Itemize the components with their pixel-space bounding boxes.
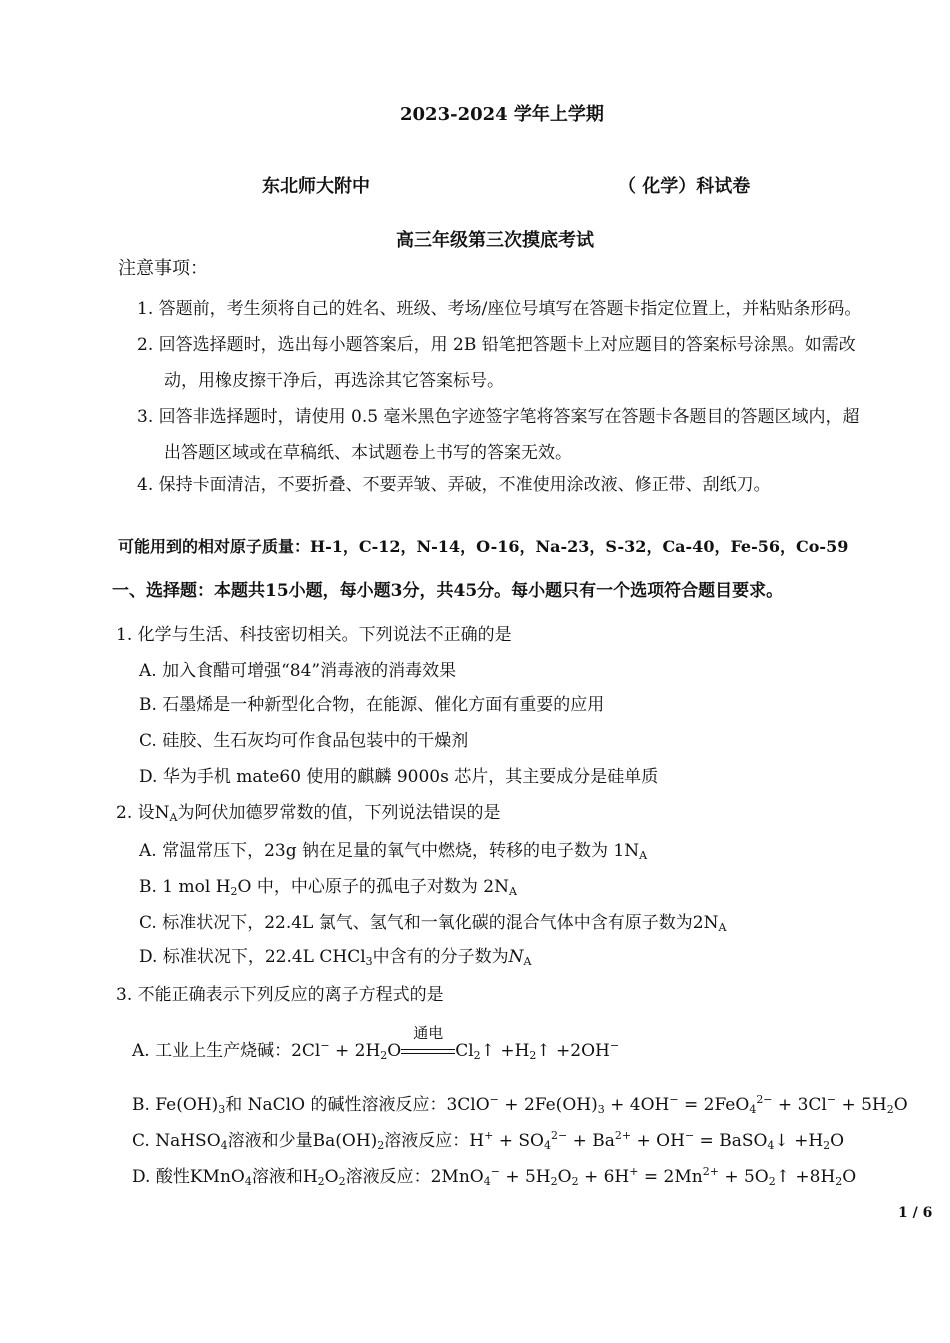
option-d: D. 酸性KMnO$_4$溶液和$H_2O_2$溶液反应：$2MnO_4^- + 5H_2O_2 + 6H^+ = 2Mn^{2+}$ + $5O_2↑ +8H_2O$ [132,1165,857,1188]
option-b: B. 石墨烯是一种新型化合物，在能源、催化方面有重要的应用 [139,695,605,715]
notice-heading: 注意事项： [118,258,208,279]
notice-item: 2. 回答选择题时，选出每小题答案后，用 2B 铅笔把答题卡上对应题目的答案标号涂黑。如需改 [137,335,856,355]
option-d: D. 华为手机 mate60 使用的麒麟 9000s 芯片，其主要成分是硅单质 [139,767,659,787]
option-a: A. 工业上生产烧碱：$2Cl^- + 2H_2O$ 通电 $Cl_2↑$ $+H_2↑ +2OH^-$ [132,1024,620,1062]
option-a: A. 加入食醋可增强“84”消毒液的消毒效果 [139,661,457,681]
option-b: B. $Fe(OH)_3$和 NaClO 的碱性溶液反应：$3ClO^- + 2Fe(OH)_3 + 4OH^- = 2FeO_4^{2-} + 3Cl^- + 5H_2O$ [132,1093,908,1116]
notice-item: 动，用橡皮擦干净后，再选涂其它答案标号。 [164,371,504,391]
notice-item: 出答题区域或在草稿纸、本试题卷上书写的答案无效。 [164,443,572,463]
option-b: B. 1 mol $H_2O$ 中，中心原子的孤电子对数为 $2N_A$ [139,877,517,898]
option-c: C. NaHSO$_4$溶液和少量$Ba(OH)_2$溶液反应：$H^+ + SO_4^{2-} + Ba^{2+} + OH^-$ = BaSO$_4$↓ $+H_2O$ [132,1129,845,1152]
page-number: 1 / 6 [898,1205,933,1221]
atomic-masses: 可能用到的相对原子质量：H-1，C-12，N-14，O-16，Na-23，S-32，Ca-40，Fe-56，Co-59 [118,537,849,556]
option-a: A. 常温常压下，23g 钠在足量的氧气中燃烧，转移的电子数为 $1N_A$ [139,841,648,862]
section-heading: 一、选择题：本题共15小题，每小题3分，共45分。每小题只有一个选项符合题目要求。 [112,581,784,601]
subject-title: （ 化学）科试卷 [618,176,751,197]
question-stem: 3. 不能正确表示下列反应的离子方程式的是 [116,985,444,1005]
notice-item: 4. 保持卡面清洁，不要折叠、不要弄皱、弄破，不准使用涂改液、修正带、刮纸刀。 [137,475,771,495]
exam-name: 高三年级第三次摸底考试 [396,230,594,251]
option-d: D. 标准状况下，22.4L CHCl$_3$中含有的分子数为$N_A$ [139,947,532,968]
notice-item: 3. 回答非选择题时，请使用 0.5 毫米黑色字迹签字笔将答案写在答题卡各题目的答题区域内，超 [137,407,860,427]
condition-equals: 通电 [401,1040,455,1062]
question-stem: 1. 化学与生活、科技密切相关。下列说法不正确的是 [116,625,512,645]
year-term: 2023-2024 学年上学期 [400,104,604,125]
option-c: C. 硅胶、生石灰均可作食品包装中的干燥剂 [139,731,469,751]
notice-item: 1. 答题前，考生须将自己的姓名、班级、考场/座位号填写在答题卡指定位置上，并粘贴条形码。 [137,299,862,319]
option-c: C. 标准状况下，22.4L 氯气、氢气和一氧化碳的混合气体中含有原子数为$2N_A$ [139,913,727,934]
school-name: 东北师大附中 [262,176,370,197]
question-stem: 2. 设$N_A$为阿伏加德罗常数的值，下列说法错误的是 [116,803,501,824]
